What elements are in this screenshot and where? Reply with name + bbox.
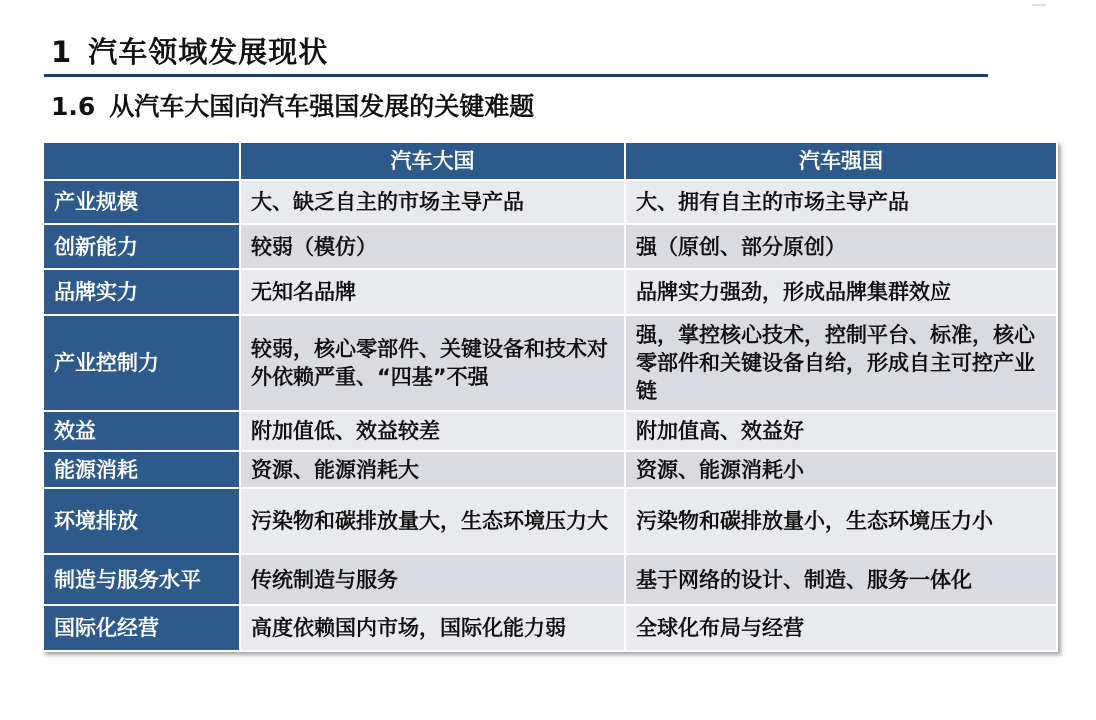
big-country-cell: 高度依赖国内市场，国际化能力弱 <box>240 605 625 651</box>
table-row <box>43 451 1057 488</box>
row-label: 环境排放 <box>43 488 240 554</box>
subsection-title: 从汽车大国向汽车强国发展的关键难题 <box>109 92 535 121</box>
heading-divider <box>44 74 988 77</box>
row-label: 制造与服务水平 <box>43 554 240 605</box>
strong-country-cell: 强（原创、部分原创） <box>625 224 1057 269</box>
strong-country-cell: 基于网络的设计、制造、服务一体化 <box>625 554 1057 605</box>
comparison-table <box>42 141 1058 652</box>
table-row <box>43 224 1057 269</box>
section-number: 1 <box>51 35 73 69</box>
section-title: 汽车领域发展现状 <box>88 35 329 69</box>
strong-country-cell: 品牌实力强劲，形成品牌集群效应 <box>625 269 1057 315</box>
strong-country-cell: 附加值高、效益好 <box>625 411 1057 451</box>
strong-country-cell: 大、拥有自主的市场主导产品 <box>625 180 1057 224</box>
big-country-cell: 传统制造与服务 <box>240 554 625 605</box>
column-header-strong-country: 汽车强国 <box>625 142 1057 180</box>
table-row <box>43 180 1057 224</box>
big-country-cell: 较弱，核心零部件、关键设备和技术对外依赖严重、“四基”不强 <box>240 315 625 411</box>
row-label: 创新能力 <box>43 224 240 269</box>
big-country-cell: 附加值低、效益较差 <box>240 411 625 451</box>
table-row <box>43 488 1057 554</box>
subsection-heading <box>51 87 534 123</box>
table-header-row <box>43 142 1057 180</box>
table-row <box>43 315 1057 411</box>
big-country-cell: 资源、能源消耗大 <box>240 451 625 488</box>
header-corner <box>43 142 240 180</box>
row-label: 效益 <box>43 411 240 451</box>
subsection-number: 1.6 <box>51 92 96 121</box>
row-label: 能源消耗 <box>43 451 240 488</box>
big-country-cell: 无知名品牌 <box>240 269 625 315</box>
section-heading <box>51 30 328 71</box>
table-row <box>43 269 1057 315</box>
row-label: 国际化经营 <box>43 605 240 651</box>
big-country-cell: 较弱（模仿） <box>240 224 625 269</box>
table-row <box>43 411 1057 451</box>
strong-country-cell: 全球化布局与经营 <box>625 605 1057 651</box>
column-header-big-country: 汽车大国 <box>240 142 625 180</box>
table-row <box>43 554 1057 605</box>
row-label: 品牌实力 <box>43 269 240 315</box>
big-country-cell: 污染物和碳排放量大，生态环境压力大 <box>240 488 625 554</box>
big-country-cell: 大、缺乏自主的市场主导产品 <box>240 180 625 224</box>
row-label: 产业规模 <box>43 180 240 224</box>
table-row <box>43 605 1057 651</box>
strong-country-cell: 强，掌控核心技术，控制平台、标准，核心零部件和关键设备自给，形成自主可控产业链 <box>625 315 1057 411</box>
row-label: 产业控制力 <box>43 315 240 411</box>
strong-country-cell: 污染物和碳排放量小，生态环境压力小 <box>625 488 1057 554</box>
decorative-mark <box>1032 4 1046 6</box>
strong-country-cell: 资源、能源消耗小 <box>625 451 1057 488</box>
